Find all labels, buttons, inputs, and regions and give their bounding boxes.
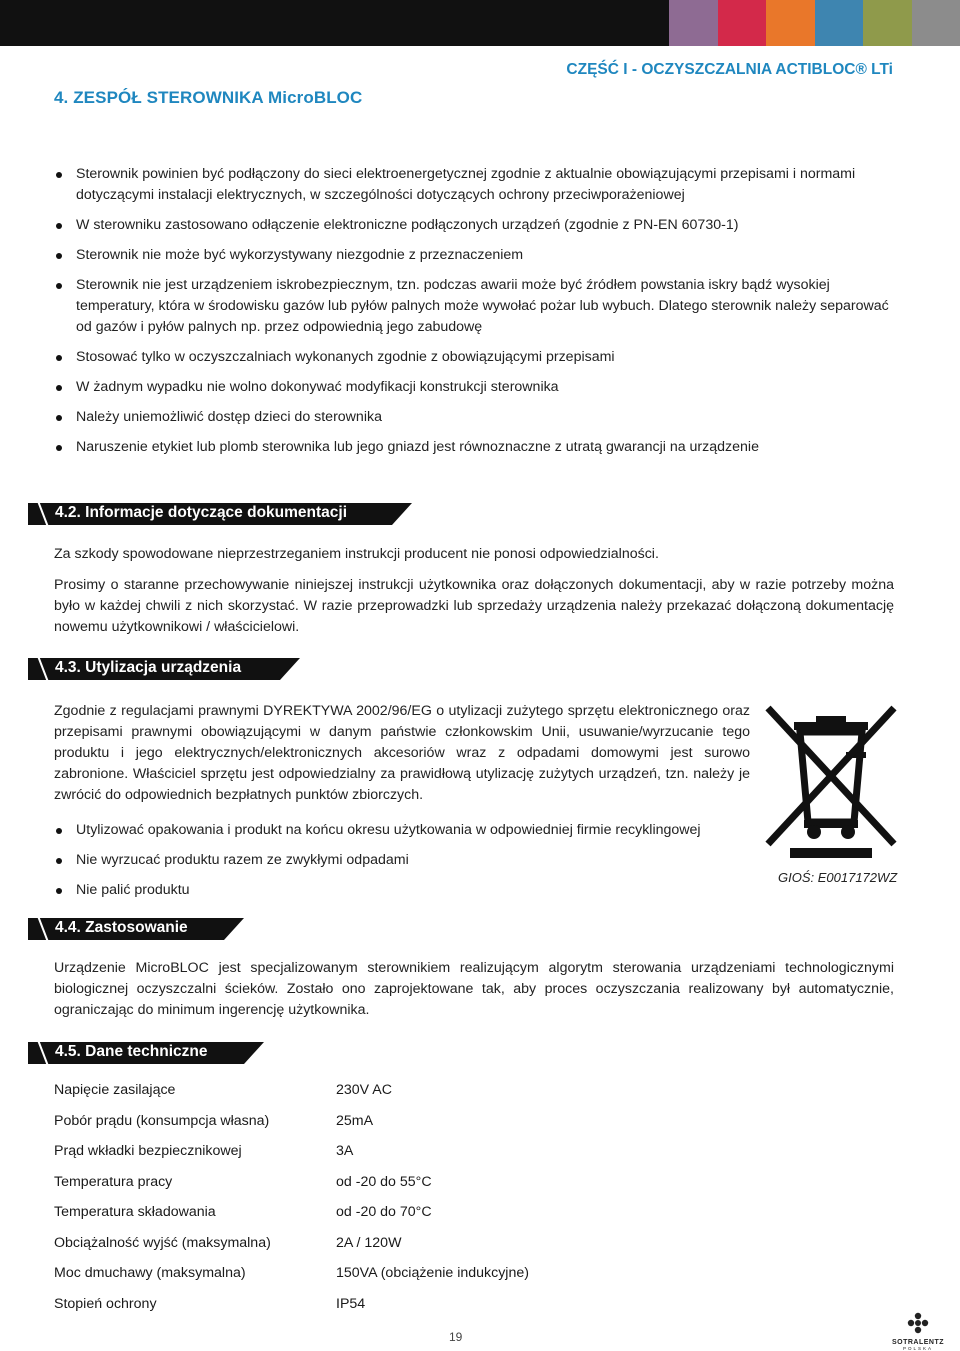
spec-label: Temperatura składowania xyxy=(54,1204,216,1220)
color-swatches xyxy=(669,0,960,46)
list-item: Utylizować opakowania i produkt na końcu okresu użytkowania w odpowiedniej firmie recyklingowej xyxy=(54,820,750,841)
list-item: Naruszenie etykiet lub plomb sterownika lub jego gniazd jest równoznaczne z utratą gwarancji na urządzenie xyxy=(54,437,894,458)
list-item: Sterownik nie może być wykorzystywany niezgodnie z przeznaczeniem xyxy=(54,245,894,266)
section-heading-4-5 xyxy=(28,1042,264,1064)
list-item: Stosować tylko w oczyszczalniach wykonanych zgodnie z obowiązującymi przepisami xyxy=(54,347,894,368)
section-heading-4-4 xyxy=(28,918,244,940)
list-item: Sterownik nie jest urządzeniem iskrobezpiecznym, tzn. podczas awarii może być źródłem powstania iskry bądź wysokiej temperatury, która w środowisku gazów lub pyłów palnych może wywołać pożar lub wybuch. Dlatego sterownik należy separować od gazów i pyłów palnych np. przez odpowiednią jego zabudowę xyxy=(54,275,894,338)
paragraph: Za szkody spowodowane nieprzestrzeganiem instrukcji producent nie ponosi odpowiedzialności. xyxy=(54,544,894,565)
section-4-2-content xyxy=(54,544,894,648)
logo-brand: SOTRALENTZ xyxy=(888,1339,948,1346)
logo-emblem-icon xyxy=(907,1312,929,1334)
spec-value: 25mA xyxy=(336,1113,373,1129)
section-heading-label: 4.5. Dane techniczne xyxy=(55,1043,207,1061)
list-item: W sterowniku zastosowano odłączenie elektroniczne podłączonych urządzeń (zgodnie z PN-EN 60730-1) xyxy=(54,215,894,236)
section-heading-label: 4.4. Zastosowanie xyxy=(55,919,188,937)
list-item: W żadnym wypadku nie wolno dokonywać modyfikacji konstrukcji sterownika xyxy=(54,377,894,398)
gios-registration: GIOŚ: E0017172WZ xyxy=(778,870,897,885)
spec-label: Temperatura pracy xyxy=(54,1174,172,1190)
paragraph: Zgodnie z regulacjami prawnymi DYREKTYWA 2002/96/EG o utylizacji zużytego sprzętu elektronicznego oraz przepisami prawnymi obowiązującymi w danym państwie członkowskim Unii, usuwanie/wyrzucanie tego produktu i jego elektrycznych/elektronicznych akcesoriów wraz z odpadami domowymi jest surowo zabronione. Właściciel sprzętu jest odpowiedzialny za prawidłową utylizację zużytych urządzeń, tzn. należy je zwrócić do odpowiednich bezpłatnych punktów zbiorczych. xyxy=(54,701,750,806)
section-4-4-content xyxy=(54,958,894,1031)
logo-sub: POLSKA xyxy=(888,1346,948,1351)
swatch-red xyxy=(718,0,767,46)
top-bar xyxy=(0,0,960,46)
spec-value: od -20 do 70°C xyxy=(336,1204,432,1220)
page-number: 19 xyxy=(449,1330,462,1344)
swatch-orange xyxy=(766,0,815,46)
list-item: Nie wyrzucać produktu razem ze zwykłymi odpadami xyxy=(54,850,750,871)
spec-value: od -20 do 55°C xyxy=(336,1174,432,1190)
section-4-3-content xyxy=(54,701,750,910)
spec-label: Prąd wkładki bezpiecznikowej xyxy=(54,1143,242,1159)
intro-content xyxy=(54,164,894,467)
section-title: 4. ZESPÓŁ STEROWNIKA MicroBLOC xyxy=(54,88,362,108)
spec-label: Obciążalność wyjść (maksymalna) xyxy=(54,1235,271,1251)
spec-label: Moc dmuchawy (maksymalna) xyxy=(54,1265,246,1281)
list-item: Nie palić produktu xyxy=(54,880,750,901)
swatch-blue xyxy=(815,0,864,46)
paragraph: Urządzenie MicroBLOC jest specjalizowanym sterownikiem realizującym algorytm sterowania urządzeniami technologicznymi biologicznej oczyszczalni ścieków. Zostało ono zaprojektowane tak, aby proces oczyszczania realizowany był automatycznie, ograniczając do minimum ingerencję użytkownika. xyxy=(54,958,894,1021)
section-heading-label: 4.2. Informacje dotyczące dokumentacji xyxy=(55,504,347,522)
section-heading-label: 4.3. Utylizacja urządzenia xyxy=(55,659,241,677)
list-item: Należy uniemożliwić dostęp dzieci do sterownika xyxy=(54,407,894,428)
weee-crossed-bin-icon xyxy=(764,704,898,858)
spec-label: Napięcie zasilające xyxy=(54,1082,175,1098)
spec-label: Pobór prądu (konsumpcja własna) xyxy=(54,1113,269,1129)
list-item: Sterownik powinien być podłączony do sieci elektroenergetycznej zgodnie z aktualnie obowiązującymi przepisami i normami dotyczącymi instalacji elektrycznych, w szczególności dotyczących ochrony przeciwporażeniowej xyxy=(54,164,894,206)
spec-value: 2A / 120W xyxy=(336,1235,401,1251)
part-title: CZĘŚĆ I - OCZYSZCZALNIA ACTIBLOC® LTi xyxy=(566,61,893,79)
disposal-bullet-list xyxy=(54,820,750,901)
spec-value: IP54 xyxy=(336,1296,365,1312)
paragraph: Prosimy o staranne przechowywanie niniejszej instrukcji użytkownika oraz dołączonych dokumentacji, aby w razie potrzeby można było w każdej chwili z nich skorzystać. W razie przeprowadzki lub sprzedaży urządzenia należy przekazać dołączoną dokumentację nowemu użytkownikowi / właścicielowi. xyxy=(54,575,894,638)
swatch-olive xyxy=(863,0,912,46)
swatch-grey xyxy=(912,0,960,46)
spec-value: 150VA (obciążenie indukcyjne) xyxy=(336,1265,529,1281)
spec-label: Stopień ochrony xyxy=(54,1296,157,1312)
section-heading-4-3 xyxy=(28,658,300,680)
spec-value: 230V AC xyxy=(336,1082,392,1098)
section-heading-4-2 xyxy=(28,503,412,525)
sotralentz-logo xyxy=(888,1312,948,1351)
spec-value: 3A xyxy=(336,1143,353,1159)
intro-bullet-list xyxy=(54,164,894,458)
swatch-purple xyxy=(669,0,718,46)
